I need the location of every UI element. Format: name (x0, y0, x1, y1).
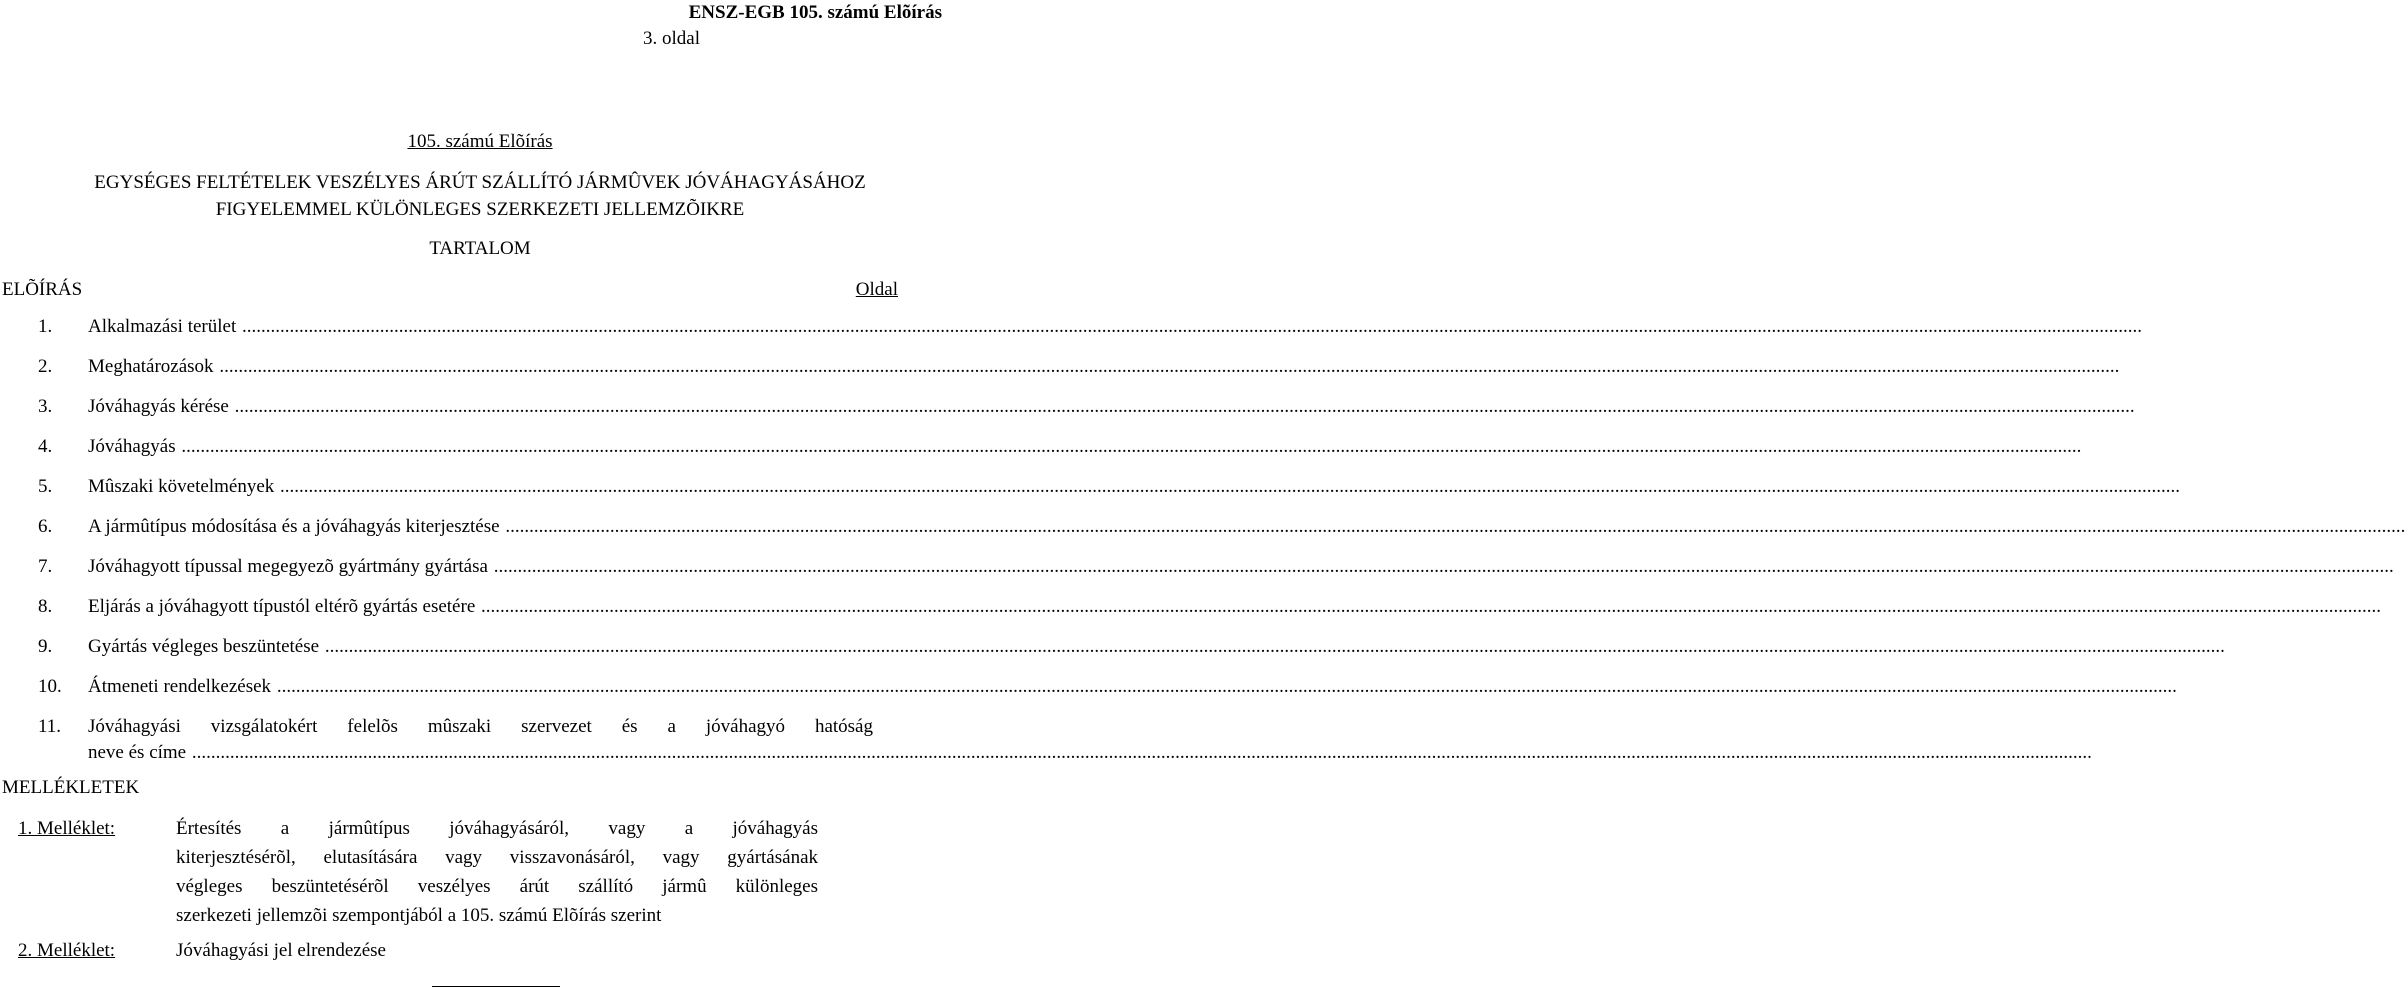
toc-entry-title: A jármûtípus módosítása és a jóváhagyás kiterjesztése (88, 516, 500, 537)
toc-entry-title: Jóváhagyás kérése (88, 396, 229, 417)
toc-leader-dots: ................................................................................................................................................................................................................................................................................................................................................................................................................ (214, 356, 2120, 377)
toc-entry (38, 716, 2092, 763)
toc-entry-number: 1. (38, 316, 53, 337)
annex-1-line: kiterjesztésérõl, elutasítására vagy visszavonásáról, vagy gyártásának (176, 847, 818, 868)
toc-leader-dots: ................................................................................................................................................................................................................................................................................................................................................................................................................ (272, 676, 2177, 697)
toc-leader-dots: ................................................................................................................................................................................................................................................................................................................................................................................................................ (500, 516, 2405, 537)
regulation-subtitle-line-1: EGYSÉGES FELTÉTELEK VESZÉLYES ÁRÚT SZÁLLÍTÓ JÁRMÛVEK JÓVÁHAGYÁSÁHOZ (94, 172, 866, 193)
toc-leader-dots: ................................................................................................................................................................................................................................................................................................................................................................................................................ (476, 596, 2381, 617)
regulation-heading: ELÕÍRÁS (2, 279, 83, 300)
annex-1-line: Értesítés a jármûtípus jóváhagyásáról, vagy a jóváhagyás (176, 818, 818, 839)
toc-entry-number: 10. (38, 676, 62, 697)
toc-entry-title: Átmeneti rendelkezések (88, 676, 272, 697)
regulation-subtitle-line-2: FIGYELEMMEL KÜLÖNLEGES SZERKEZETI JELLEMZÕIKRE (215, 199, 745, 220)
toc-leader-dots: ................................................................................................................................................................................................................................................................................................................................................................................................................ (320, 636, 2225, 657)
annex-1-label: 1. Melléklet: (18, 818, 116, 839)
toc-entry-number: 2. (38, 356, 53, 377)
annex-2-description: Jóváhagyási jel elrendezése (176, 940, 386, 961)
toc-leader-dots: ................................................................................................................................................................................................................................................................................................................................................................................................................ (176, 436, 2082, 457)
toc-entry-title: Meghatározások (88, 356, 214, 377)
page-number-label: 3. oldal (643, 28, 700, 49)
footer-rule (432, 986, 560, 987)
toc-entry-number: 6. (38, 516, 53, 537)
toc-entry-title: Mûszaki követelmények (88, 476, 275, 497)
toc-entry-title-continued: neve és címe (88, 742, 187, 763)
toc-entry-number: 9. (38, 636, 53, 657)
toc-leader-dots: ................................................................................................................................................................................................................................................................................................................................................................................................................ (275, 476, 2181, 497)
toc-entry-title: Alkalmazási terület (88, 316, 237, 337)
toc-entry (38, 436, 2082, 460)
toc-entry-title: Jóváhagyott típussal megegyezõ gyártmány gyártása (88, 556, 488, 577)
regulation-title: 105. számú Elõírás (407, 131, 553, 152)
toc-entry (38, 596, 2381, 620)
annexes-heading: MELLÉKLETEK (2, 777, 140, 798)
document-header-title: ENSZ-EGB 105. számú Elõírás (688, 2, 942, 23)
toc-entry (38, 556, 2394, 580)
toc-leader-dots: ................................................................................................................................................................................................................................................................................................................................................................................................................ (229, 396, 2135, 417)
toc-entry-number: 8. (38, 596, 53, 617)
annex-1-description (176, 814, 818, 930)
toc-entry-title: Eljárás a jóváhagyott típustól eltérõ gyártás esetére (88, 596, 476, 617)
toc-entry-title: Jóváhagyási vizsgálatokért felelõs mûszaki szervezet és a jóváhagyó hatóság (88, 716, 873, 737)
toc-entry (38, 396, 2135, 420)
toc-leader-dots: ................................................................................................................................................................................................................................................................................................................................................................................................................ (237, 316, 2142, 337)
toc-entry (38, 316, 2142, 340)
toc-entry (38, 636, 2225, 660)
annex-1-line: szerkezeti jellemzõi szempontjából a 105. számú Elõírás szerint (176, 905, 662, 926)
toc-entry-number: 5. (38, 476, 53, 497)
toc-entry-number: 11. (38, 716, 62, 737)
toc-entry (38, 476, 2181, 500)
annex-1-line: végleges beszüntetésérõl veszélyes árút szállító jármû különleges (176, 876, 818, 897)
toc-entry-number: 7. (38, 556, 53, 577)
contents-heading: TARTALOM (429, 238, 531, 259)
toc-entry-title: Gyártás végleges beszüntetése (88, 636, 320, 657)
toc-entry (38, 516, 2405, 540)
annex-2-label: 2. Melléklet: (18, 940, 116, 961)
toc-leader-dots: ................................................................................................................................................................................................................................................................................................................................................................................................................ (187, 742, 2092, 763)
page-column-heading: Oldal (855, 279, 898, 300)
toc-entry-title: Jóváhagyás (88, 436, 176, 457)
toc-entry (38, 676, 2177, 700)
toc-leader-dots: ................................................................................................................................................................................................................................................................................................................................................................................................................ (488, 556, 2394, 577)
toc-entry-number: 4. (38, 436, 53, 457)
toc-entry-number: 3. (38, 396, 53, 417)
toc-entry (38, 356, 2120, 380)
